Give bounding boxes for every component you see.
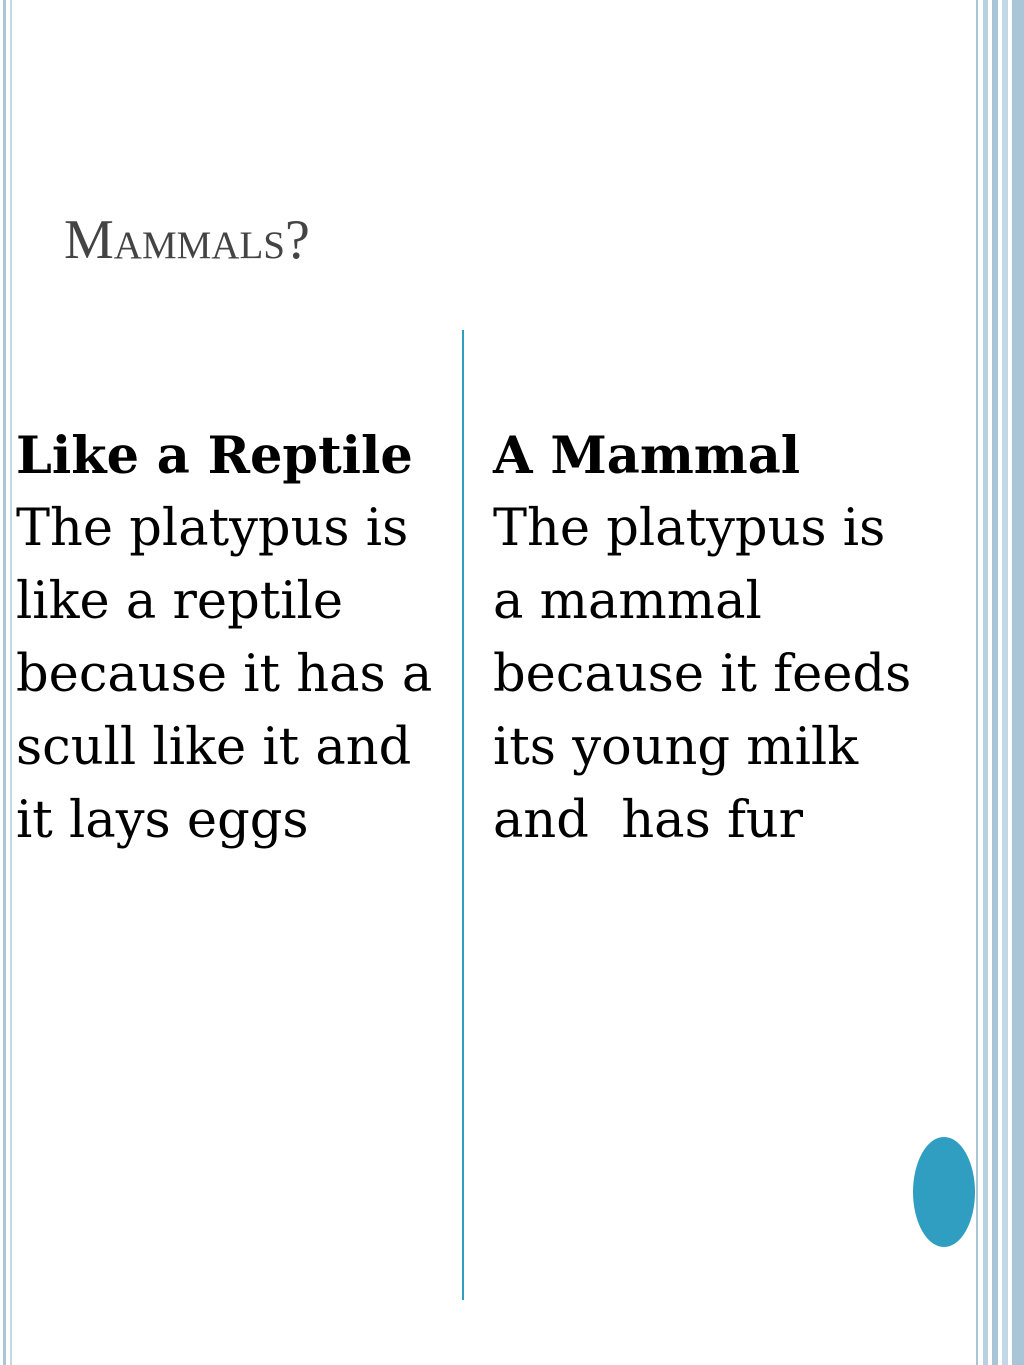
decorative-oval: [913, 1137, 975, 1247]
right-border-stripe: [983, 0, 988, 1365]
left-border-line: [3, 0, 6, 1365]
left-column-line: it lays eggs: [16, 791, 309, 850]
left-column-line: because it has a: [16, 645, 433, 704]
right-border-stripe: [1012, 0, 1024, 1365]
right-border-stripe: [992, 0, 998, 1365]
left-border-line: [10, 0, 12, 1365]
right-border-stripe: [1002, 0, 1008, 1365]
right-column-body: [493, 492, 963, 857]
right-column-heading: A Mammal: [493, 426, 801, 486]
right-column-line: The platypus is: [493, 499, 886, 558]
left-column: [16, 420, 460, 857]
left-column-heading: Like a Reptile: [16, 426, 413, 486]
column-divider: [462, 330, 464, 1300]
right-column-line: its young milk: [493, 718, 859, 777]
left-column-body: [16, 492, 460, 857]
right-column-line: and has fur: [493, 791, 804, 850]
right-column-line: a mammal: [493, 572, 762, 631]
right-column: [493, 420, 963, 857]
left-column-line: scull like it and: [16, 718, 412, 777]
slide-title: Mammals?: [64, 209, 310, 271]
left-column-line: The platypus is: [16, 499, 409, 558]
right-border-stripe: [976, 0, 978, 1365]
right-column-line: because it feeds: [493, 645, 912, 704]
left-column-line: like a reptile: [16, 572, 344, 631]
